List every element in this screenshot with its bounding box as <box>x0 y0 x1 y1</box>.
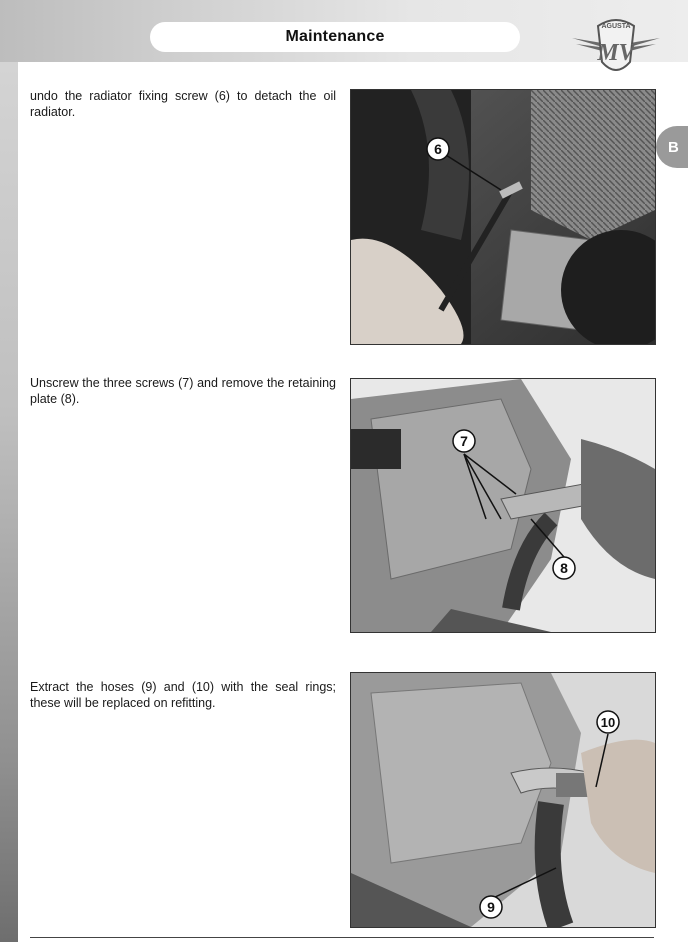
callout-10: 10 <box>600 715 616 730</box>
step-2-photo <box>350 378 656 633</box>
step-1-text: undo the radiator fixing screw (6) to detach the oil radiator. <box>30 89 336 119</box>
section-tab-label: B <box>668 138 679 156</box>
logo-monogram: MV <box>597 40 635 66</box>
step-2-text: Unscrew the three screws (7) and remove the retaining plate (8). <box>30 376 336 406</box>
brand-logo <box>568 8 664 82</box>
logo-lettering: AGUSTA <box>601 23 631 30</box>
step-1-photo <box>350 89 656 345</box>
callout-9: 9 <box>487 899 495 915</box>
callout-7: 7 <box>460 433 468 449</box>
callout-8: 8 <box>560 560 568 576</box>
page-title <box>150 22 520 52</box>
footer-rule <box>30 937 654 938</box>
step-3-text: Extract the hoses (9) and (10) with the seal rings; these will be replaced on refitting. <box>30 680 336 710</box>
page-title-text: Maintenance <box>285 28 385 45</box>
side-band <box>0 62 18 942</box>
step-3-photo <box>350 672 656 928</box>
callout-6: 6 <box>434 141 442 157</box>
section-tab <box>656 126 688 168</box>
